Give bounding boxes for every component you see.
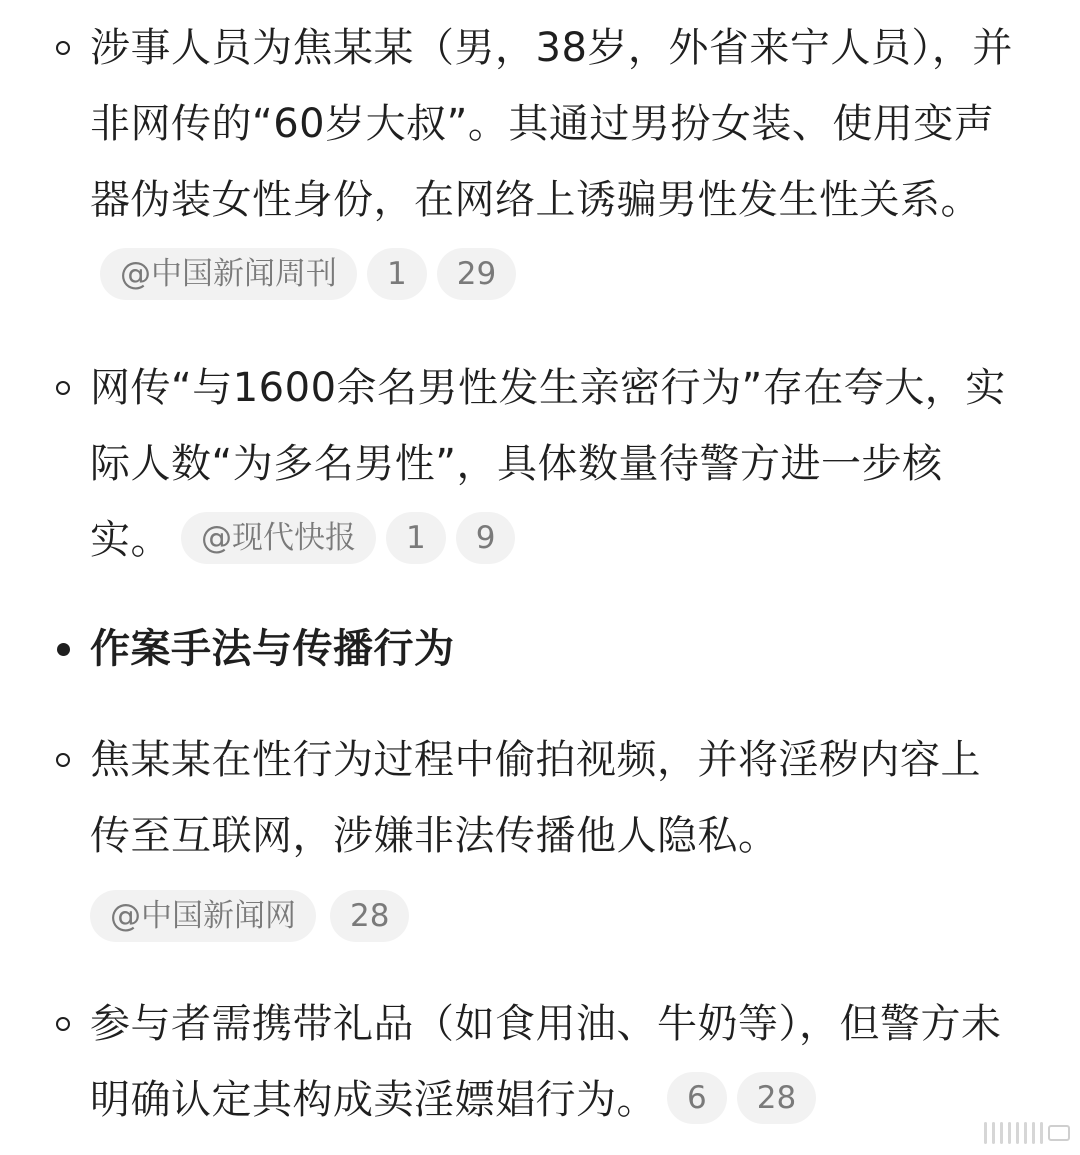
scroll-tick xyxy=(1032,1122,1035,1144)
list-item xyxy=(90,722,1020,956)
scroll-tick xyxy=(1000,1122,1003,1144)
solid-bullet-icon xyxy=(57,643,70,656)
count-chip[interactable]: 9 xyxy=(456,512,516,564)
hollow-bullet-icon xyxy=(56,1017,70,1031)
hollow-bullet-icon xyxy=(56,753,70,767)
list-item xyxy=(90,350,1020,578)
section-heading-text: 作案手法与传播行为 xyxy=(90,626,455,672)
source-chip[interactable]: @中国新闻周刊 xyxy=(100,248,357,300)
scroll-indicator[interactable] xyxy=(890,1118,1070,1148)
section-heading xyxy=(90,611,1020,687)
list-item-text: 焦某某在性行为过程中偷拍视频，并将淫秽内容上传至互联网，涉嫌非法传播他人隐私。 xyxy=(90,737,981,859)
scroll-tick xyxy=(984,1122,987,1144)
count-chip[interactable]: 6 xyxy=(667,1072,727,1124)
count-chip[interactable]: 28 xyxy=(330,890,409,942)
count-chip[interactable]: 28 xyxy=(737,1072,816,1124)
count-chip[interactable]: 29 xyxy=(437,248,516,300)
list-item xyxy=(90,10,1020,314)
source-chip[interactable]: @现代快报 xyxy=(181,512,376,564)
hollow-bullet-icon xyxy=(56,41,70,55)
chip-row xyxy=(90,880,1020,956)
scroll-tick xyxy=(1016,1122,1019,1144)
scroll-tick xyxy=(1040,1122,1043,1144)
list-item-text: 涉事人员为焦某某（男，38岁，外省来宁人员），并非网传的“60岁大叔”。其通过男扮女装、使用变声器伪装女性身份，在网络上诱骗男性发生性关系。 xyxy=(90,25,1013,223)
scroll-tick xyxy=(1008,1122,1011,1144)
count-chip[interactable]: 1 xyxy=(386,512,446,564)
count-chip[interactable]: 1 xyxy=(367,248,427,300)
hollow-bullet-icon xyxy=(56,381,70,395)
source-chip[interactable]: @中国新闻网 xyxy=(90,890,316,942)
watermark-tag-icon xyxy=(1048,1125,1070,1141)
list-item-text: 参与者需携带礼品（如食用油、牛奶等），但警方未明确认定其构成卖淫嫖娼行为。 xyxy=(90,1001,1002,1123)
scroll-tick xyxy=(992,1122,995,1144)
list-item xyxy=(90,986,1020,1138)
scroll-tick xyxy=(1024,1122,1027,1144)
list-item-text: 网传“与1600余名男性发生亲密行为”存在夸大，实际人数“为多名男性”，具体数量待警方进一步核实。 xyxy=(90,365,1006,563)
